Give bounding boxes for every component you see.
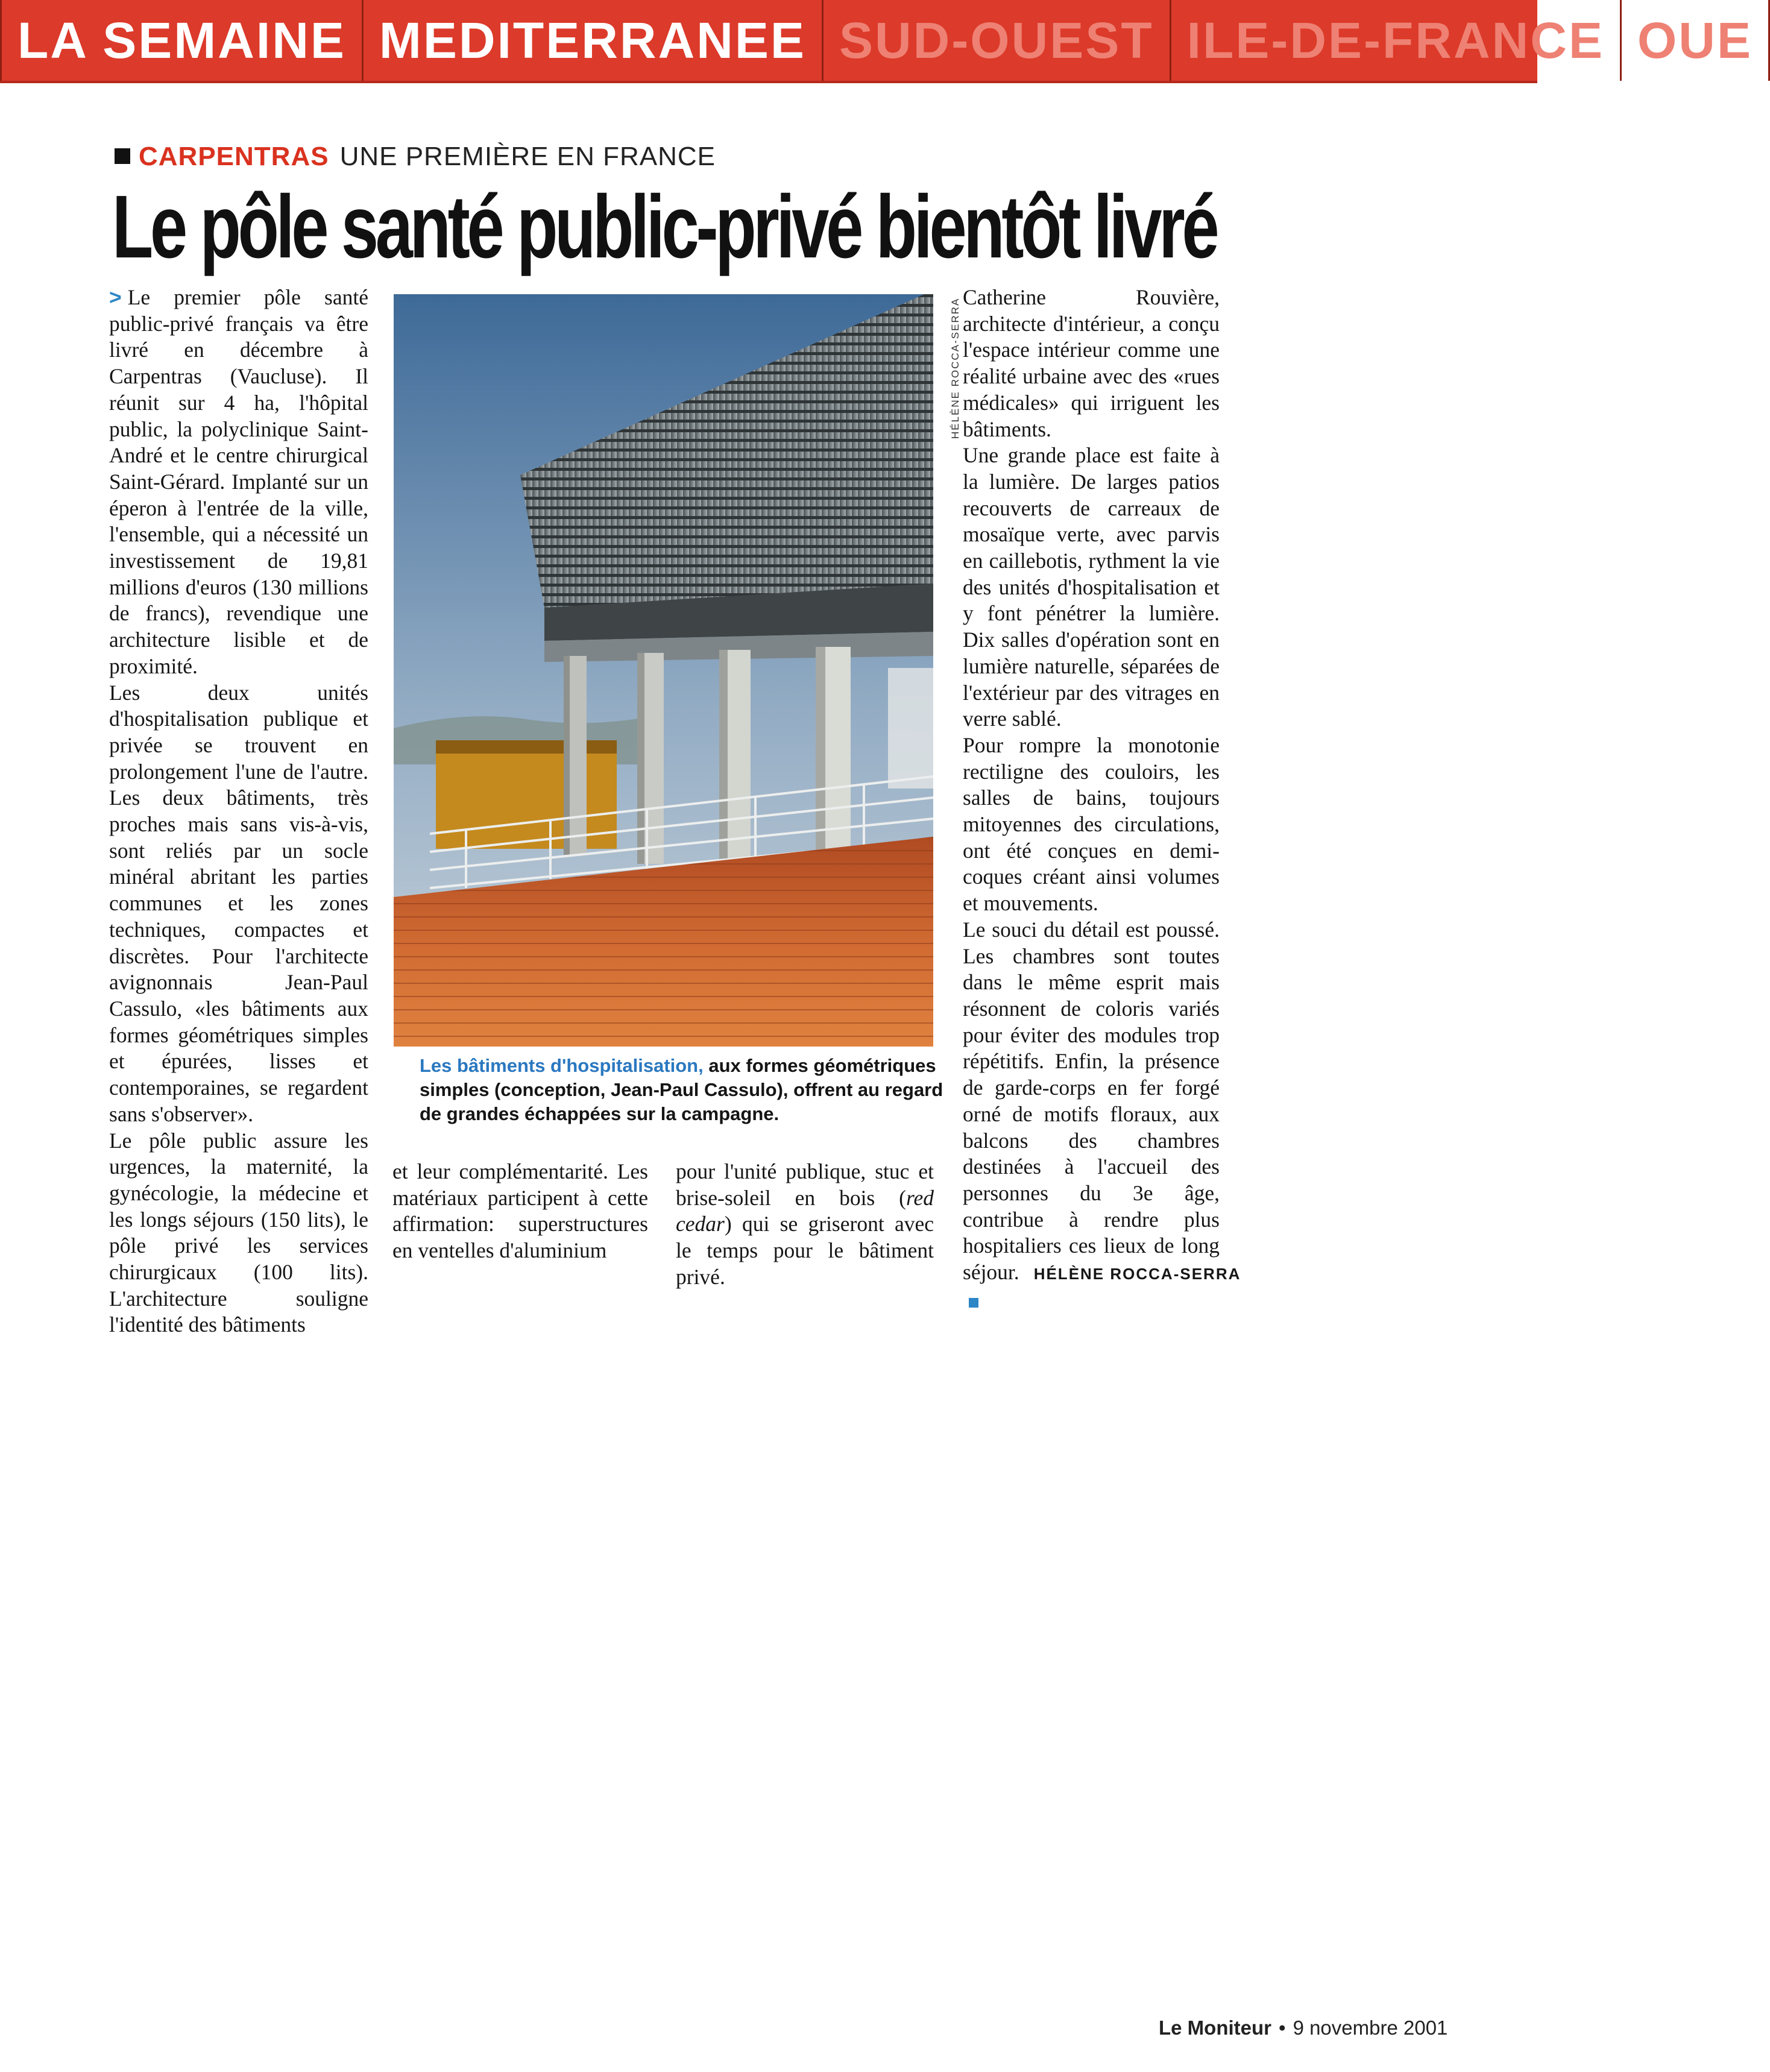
paragraph: Catherine Rouvière, architecte d'intérieur, a conçu l'espace intérieur comme une réalité urbaine avec des «rues médicales» qui irriguent les bâtiments. xyxy=(963,285,1220,441)
paragraph: Les deux unités d'hospitalisation publique et privée se trouvent en prolongement l'une de l'autre. Les deux bâtiments, très proches mais sans vis-à-vis, sont reliés par un socle minéral abritant les parties communes et les zones techniques, compactes et discrètes. Pour l'architecte avignonnais Jean-Paul Cassulo, «les bâtiments aux formes géométriques simples et épurées, lisses et contemporaines, se regardent sans s'observer». xyxy=(109,680,368,1126)
paragraph xyxy=(676,1159,934,1291)
photo-caption xyxy=(420,1054,950,1126)
paragraph: Une grande place est faite à la lumière. De larges patios recouverts de carreaux de mosaïque verte, avec parvis en caillebotis, rythment la vie des unités d'hospitalisation et y font pénétrer la lumière. Dix salles d'opération sont en lumière naturelle, séparées de l'extérieur par des vitrages en verre sablé. xyxy=(963,443,1220,731)
article-photo xyxy=(394,294,933,1047)
article-column-2 xyxy=(392,1159,648,1264)
end-square-icon xyxy=(969,1298,978,1308)
banner-section-mediterranee: MEDITERRANEE xyxy=(364,0,824,81)
banner-section-ouest: OUE xyxy=(1622,0,1770,81)
kicker-subtitle: UNE PREMIÈRE EN FRANCE xyxy=(339,142,716,171)
banner-section-ile-de-france: ILE-DE-FRANCE xyxy=(1171,0,1622,81)
footer-separator: • xyxy=(1279,2017,1286,2039)
paragraph-text: pour l'unité publique, stuc et brise-soleil en bois ( xyxy=(676,1159,934,1210)
section-banner xyxy=(0,0,1753,83)
magazine-name: Le Moniteur xyxy=(1159,2017,1271,2039)
paragraph-text: ) qui se griseront avec le temps pour le bâtiment privé. xyxy=(676,1212,934,1289)
article-column-3 xyxy=(676,1159,934,1291)
kicker-square-icon xyxy=(115,148,130,164)
article-column-4 xyxy=(963,285,1241,1314)
page-footer xyxy=(1159,2017,1447,2039)
paragraph-text: Le premier pôle santé public-privé français va être livré en décembre à Carpentras (Vaucluse). Il réunit sur 4 ha, l'hôpital public, la polyclinique Saint-André et le centre chirurgical Saint-Gérard. Implanté sur un éperon à l'entrée de la ville, l'ensemble, qui a nécessité un investissement de 19,81 millions d'euros (130 millions de francs), revendique une architecture lisible et de proximité. xyxy=(109,285,368,678)
author-signature: HÉLÈNE ROCCA-SERRA xyxy=(1033,1265,1241,1283)
caption-lead: Les bâtiments d'hospitalisation, xyxy=(420,1055,704,1076)
paragraph: et leur complémentarité. Les matériaux participent à cette affirmation: superstructures en ventelles d'aluminium xyxy=(392,1159,648,1263)
photo-credit: HÉLÈNE ROCCA-SERRA xyxy=(950,297,961,439)
issue-date: 9 novembre 2001 xyxy=(1293,2017,1448,2039)
banner-section-la-semaine: LA SEMAINE xyxy=(2,0,364,81)
lead-arrow-icon: > xyxy=(109,285,122,309)
caption-text: aux formes géométriques simples (conception, Jean-Paul Cassulo), offrent au regard de grandes échappées sur la campagne. xyxy=(420,1055,943,1124)
yellow-building xyxy=(436,740,617,849)
italic-term: red cedar xyxy=(676,1185,934,1236)
article-column-1 xyxy=(109,285,368,1338)
paragraph xyxy=(963,917,1241,1314)
kicker-place: CARPENTRAS xyxy=(139,142,329,171)
article-kicker xyxy=(115,140,716,174)
paragraph: Pour rompre la monotonie rectiligne des couloirs, les salles de bains, toujours mitoyennes des circulations, ont été conçues en demi-coques créant ainsi volumes et mouvements. xyxy=(963,732,1220,916)
banner-section-sud-ouest: SUD-OUEST xyxy=(824,0,1171,81)
article-headline: Le pôle santé public-privé bientôt livré xyxy=(112,177,1217,277)
paragraph xyxy=(109,285,368,680)
paragraph-text: Le souci du détail est poussé. Les chambres sont toutes dans le même esprit mais résonnent de coloris variés pour éviter des modules trop répétitifs. Enfin, la présence de garde-corps en fer forgé orné de motifs floraux, aux balcons des chambres destinées à l'accueil des personnes du 3e âge, contribue à rendre plus hospitaliers ces lieux de long séjour. xyxy=(963,917,1220,1285)
paragraph: Le pôle public assure les urgences, la maternité, la gynécologie, la médecine et les longs séjours (150 lits), le pôle privé les services chirurgicaux (100 lits). L'architecture souligne l'identité des bâtiments xyxy=(109,1128,368,1337)
hospital-building-illustration xyxy=(394,294,933,1047)
